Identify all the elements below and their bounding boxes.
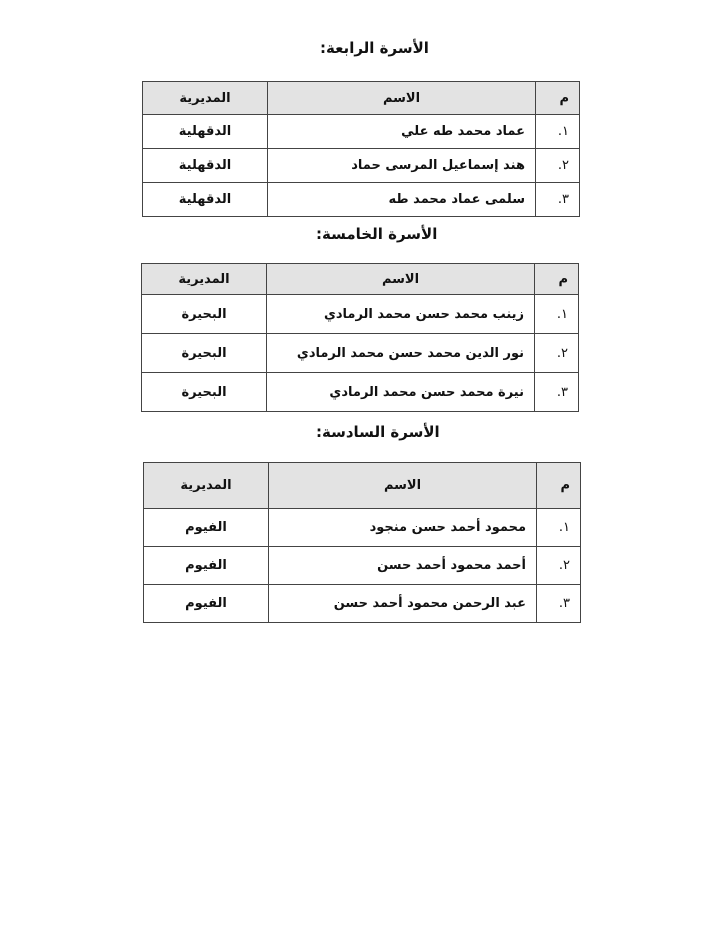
row-governorate: الفيوم	[144, 547, 269, 585]
row-governorate: البحيرة	[142, 334, 267, 373]
table-row	[144, 585, 581, 623]
table-row	[142, 295, 579, 334]
table-row	[142, 373, 579, 412]
row-number: ٢.	[537, 547, 581, 585]
row-name: سلمى عماد محمد طه	[268, 183, 536, 217]
row-name: عماد محمد طه علي	[268, 115, 536, 149]
row-name: محمود أحمد حسن منجود	[269, 509, 537, 547]
section-heading: الأسرة الخامسة:	[316, 225, 438, 243]
row-governorate: الدقهلية	[143, 115, 268, 149]
header-name: الاسم	[267, 264, 535, 295]
table-row	[144, 509, 581, 547]
row-number: ١.	[537, 509, 581, 547]
row-governorate: الفيوم	[144, 509, 269, 547]
table-row	[143, 149, 580, 183]
row-governorate: الفيوم	[144, 585, 269, 623]
table-header-row	[143, 82, 580, 115]
header-number: م	[537, 463, 581, 509]
row-governorate: البحيرة	[142, 295, 267, 334]
row-number: ٣.	[536, 183, 580, 217]
family-table	[143, 462, 581, 623]
family-table	[141, 263, 579, 412]
header-number: م	[536, 82, 580, 115]
header-name: الاسم	[269, 463, 537, 509]
row-number: ٣.	[535, 373, 579, 412]
family-table	[142, 81, 580, 217]
row-number: ١.	[536, 115, 580, 149]
row-name: زينب محمد حسن محمد الرمادي	[267, 295, 535, 334]
section-heading: الأسرة السادسة:	[316, 423, 440, 441]
header-governorate: المديرية	[143, 82, 268, 115]
row-number: ٣.	[537, 585, 581, 623]
row-name: أحمد محمود أحمد حسن	[269, 547, 537, 585]
row-number: ١.	[535, 295, 579, 334]
header-governorate: المديرية	[144, 463, 269, 509]
row-name: نور الدين محمد حسن محمد الرمادي	[267, 334, 535, 373]
table-row	[142, 334, 579, 373]
table-header-row	[144, 463, 581, 509]
row-number: ٢.	[536, 149, 580, 183]
table-header-row	[142, 264, 579, 295]
row-number: ٢.	[535, 334, 579, 373]
row-governorate: الدقهلية	[143, 183, 268, 217]
header-name: الاسم	[268, 82, 536, 115]
row-governorate: البحيرة	[142, 373, 267, 412]
table-row	[144, 547, 581, 585]
header-governorate: المديرية	[142, 264, 267, 295]
row-name: عبد الرحمن محمود أحمد حسن	[269, 585, 537, 623]
header-number: م	[535, 264, 579, 295]
row-name: هند إسماعيل المرسى حماد	[268, 149, 536, 183]
table-row	[143, 183, 580, 217]
table-row	[143, 115, 580, 149]
row-governorate: الدقهلية	[143, 149, 268, 183]
section-heading: الأسرة الرابعة:	[320, 39, 429, 57]
row-name: نيرة محمد حسن محمد الرمادي	[267, 373, 535, 412]
